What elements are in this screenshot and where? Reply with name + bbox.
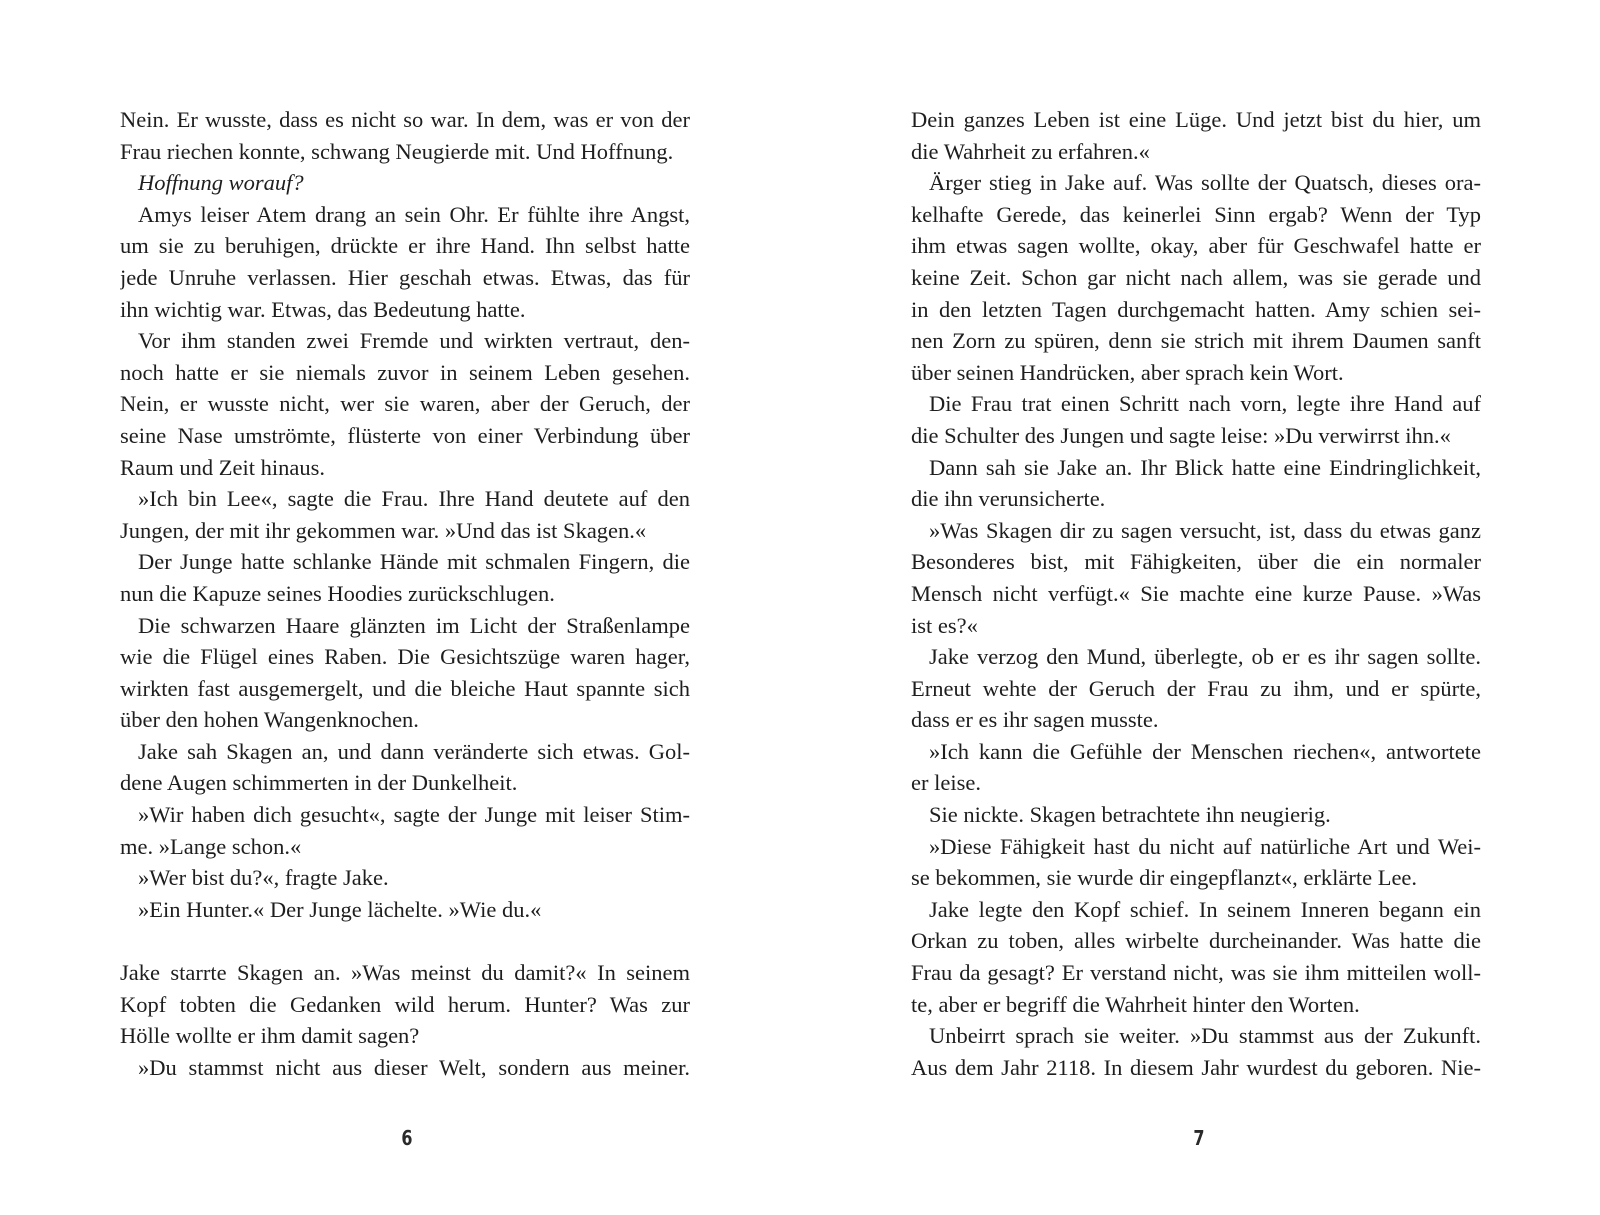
text-line: über den hohen Wangenknochen.	[120, 707, 419, 733]
text-line: Aus dem Jahr 2118. In diesem Jahr wurdest du geboren. Nie-	[911, 1054, 1481, 1080]
text-line: me. »Lange schon.«	[120, 833, 302, 859]
text-line: in den letzten Tagen durchgemacht hatten. Amy schien sei-	[911, 296, 1481, 322]
text-line: Orkan zu toben, alles wirbelte durcheinander. Was hatte die	[911, 928, 1481, 954]
text-line: Frau da gesagt? Er verstand nicht, was sie ihm mitteilen woll-	[911, 960, 1481, 986]
text-line: Kopf tobten die Gedanken wild herum. Hunter? Was zur	[120, 991, 690, 1017]
text-line: »Diese Fähigkeit hast du nicht auf natürliche Art und Wei-	[929, 833, 1481, 859]
text-line: Nein. Er wusste, dass es nicht so war. In dem, was er von der	[120, 107, 690, 132]
text-line: noch hatte er sie niemals zuvor in seinem Leben gesehen.	[120, 359, 690, 385]
text-line: Der Junge hatte schlanke Hände mit schmalen Fingern, die	[138, 549, 690, 575]
text-line: »Wer bist du?«, fragte Jake.	[138, 865, 389, 891]
text-line: Ärger stieg in Jake auf. Was sollte der Quatsch, dieses ora-	[929, 170, 1481, 196]
text-line: ihn wichtig war. Etwas, das Bedeutung hatte.	[120, 296, 526, 322]
text-line: Vor ihm standen zwei Fremde und wirkten vertraut, den-	[138, 328, 690, 354]
text-line: die ihn verunsicherte.	[911, 486, 1106, 512]
text-line: um sie zu beruhigen, drückte er ihre Hand. Ihn selbst hatte	[120, 233, 690, 259]
text-line: dass er es ihr sagen musste.	[911, 707, 1159, 733]
text-line: Besonderes bist, mit Fähigkeiten, über die ein normaler	[911, 549, 1481, 575]
text-line: Die schwarzen Haare glänzten im Licht der Straßenlampe	[138, 612, 690, 638]
text-line: Hölle wollte er ihm damit sagen?	[120, 1023, 420, 1049]
text-line: er leise.	[911, 770, 981, 796]
text-line: seine Nase umströmte, flüsterte von einer Verbindung über	[120, 422, 690, 448]
text-line: Jake starrte Skagen an. »Was meinst du damit?« In seinem	[120, 960, 690, 986]
text-line: Jake sah Skagen an, und dann veränderte sich etwas. Gol-	[138, 738, 690, 764]
text-line: kelhafte Gerede, das keinerlei Sinn ergab? Wenn der Typ	[911, 201, 1481, 227]
text-line: »Was Skagen dir zu sagen versucht, ist, dass du etwas ganz	[929, 517, 1481, 543]
text-line: »Ich kann die Gefühle der Menschen riechen«, antwortete	[929, 738, 1481, 764]
text-line: »Du stammst nicht aus dieser Welt, sondern aus meiner.	[138, 1054, 690, 1080]
text-line: Amys leiser Atem drang an sein Ohr. Er fühlte ihre Angst,	[138, 201, 690, 227]
text-line: nen Zorn zu spüren, denn sie strich mit ihrem Daumen sanft	[911, 328, 1481, 354]
text-line: Frau riechen konnte, schwang Neugierde mit. Und Hoffnung.	[120, 138, 674, 164]
right-page	[911, 104, 1481, 1083]
text-line: Die Frau trat einen Schritt nach vorn, legte ihre Hand auf	[929, 391, 1481, 417]
text-line: wie die Flügel eines Raben. Die Gesichtszüge waren hager,	[120, 644, 690, 670]
text-line: wirkten fast ausgemergelt, und die bleiche Haut spannte sich	[120, 675, 690, 701]
text-line: nun die Kapuze seines Hoodies zurückschlugen.	[120, 580, 555, 606]
text-line: Jake legte den Kopf schief. In seinem Inneren begann ein	[929, 896, 1481, 922]
page-number-right: 7	[1193, 1126, 1205, 1150]
text-line: Mensch nicht verfügt.« Sie machte eine kurze Pause. »Was	[911, 580, 1481, 606]
text-line: Hoffnung worauf?	[138, 170, 304, 196]
page-number-left: 6	[401, 1126, 413, 1150]
text-line: Sie nickte. Skagen betrachtete ihn neugierig.	[929, 802, 1331, 828]
text-line: Erneut wehte der Geruch der Frau zu ihm, und er spürte,	[911, 675, 1481, 701]
section-break	[120, 925, 690, 957]
text-line: ihm etwas sagen wollte, okay, aber für Geschwafel hatte er	[911, 233, 1481, 259]
text-line: keine Zeit. Schon gar nicht nach allem, was sie gerade und	[911, 264, 1481, 290]
text-line: jede Unruhe verlassen. Hier geschah etwas. Etwas, das für	[120, 264, 690, 290]
text-line: »Wir haben dich gesucht«, sagte der Junge mit leiser Stim-	[138, 802, 690, 828]
text-line: te, aber er begriff die Wahrheit hinter den Worten.	[911, 991, 1360, 1017]
text-line: »Ich bin Lee«, sagte die Frau. Ihre Hand deutete auf den	[138, 486, 690, 512]
text-line: se bekommen, sie wurde dir eingepflanzt«, erklärte Lee.	[911, 865, 1418, 891]
left-page	[120, 104, 690, 1083]
text-line: Jungen, der mit ihr gekommen war. »Und das ist Skagen.«	[120, 517, 647, 543]
text-line: Dann sah sie Jake an. Ihr Blick hatte eine Eindringlichkeit,	[929, 454, 1481, 480]
text-line: dene Augen schimmerten in der Dunkelheit.	[120, 770, 518, 796]
text-line: ist es?«	[911, 612, 978, 638]
text-line: Raum und Zeit hinaus.	[120, 454, 325, 480]
text-line: Jake verzog den Mund, überlegte, ob er es ihr sagen sollte.	[929, 644, 1481, 670]
text-line: »Ein Hunter.« Der Junge lächelte. »Wie du.«	[138, 896, 542, 922]
text-line: Dein ganzes Leben ist eine Lüge. Und jetzt bist du hier, um	[911, 107, 1481, 132]
text-line: Unbeirrt sprach sie weiter. »Du stammst aus der Zukunft.	[929, 1023, 1481, 1049]
text-line: über seinen Handrücken, aber sprach kein Wort.	[911, 359, 1344, 385]
text-line: die Wahrheit zu erfahren.«	[911, 138, 1150, 164]
text-line: die Schulter des Jungen und sagte leise: »Du verwirrst ihn.«	[911, 422, 1451, 448]
text-line: Nein, er wusste nicht, wer sie waren, aber der Geruch, der	[120, 391, 690, 417]
